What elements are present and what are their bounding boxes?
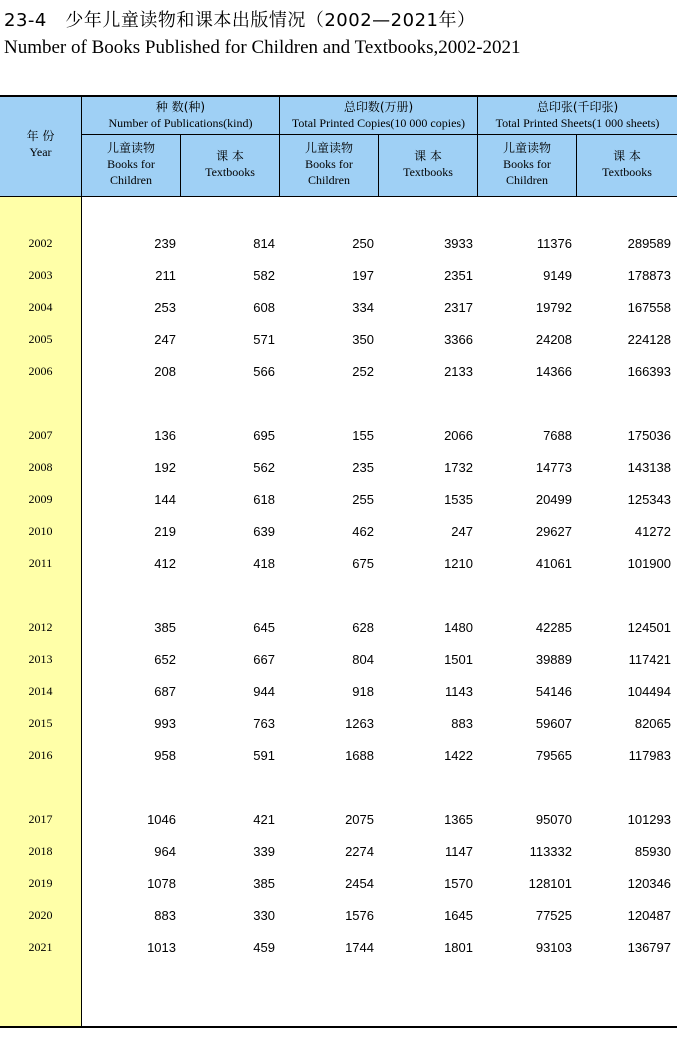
row-value: 1013 — [147, 940, 176, 955]
row-value: 763 — [253, 716, 275, 731]
table-title-cn: 23-4 少年儿童读物和课本出版情况（2002—2021年） — [4, 10, 476, 31]
row-value: 412 — [154, 556, 176, 571]
row-value: 1210 — [444, 556, 473, 571]
row-value: 3366 — [444, 332, 473, 347]
row-year: 2013 — [28, 652, 53, 666]
row-value: 582 — [253, 268, 275, 283]
row-value: 104494 — [627, 684, 671, 699]
row-value: 1147 — [445, 844, 473, 859]
row-value: 11376 — [536, 236, 572, 251]
row-value: 964 — [154, 844, 176, 859]
row-value: 77525 — [535, 908, 572, 923]
row-value: 330 — [253, 908, 275, 923]
group-header-printed-copies: 总印数(万册) Total Printed Copies(10 000 copies) — [291, 100, 466, 130]
row-value: 462 — [352, 524, 374, 539]
row-value: 253 — [154, 300, 176, 315]
row-value: 695 — [253, 428, 275, 443]
row-value: 2317 — [444, 300, 473, 315]
row-value: 125343 — [627, 492, 671, 507]
row-value: 54146 — [535, 684, 572, 699]
row-value: 608 — [253, 300, 275, 315]
row-value: 9149 — [543, 268, 572, 283]
row-value: 197 — [352, 268, 374, 283]
row-value: 128101 — [528, 876, 572, 891]
row-year: 2008 — [28, 460, 53, 474]
row-value: 289589 — [627, 236, 671, 251]
row-value: 117421 — [628, 652, 671, 667]
row-year: 2021 — [28, 940, 53, 954]
row-value: 41272 — [634, 524, 671, 539]
row-value: 883 — [451, 716, 473, 731]
row-value: 385 — [253, 876, 275, 891]
row-year: 2005 — [28, 332, 53, 346]
row-value: 7688 — [543, 428, 572, 443]
row-value: 211 — [155, 268, 176, 283]
row-year: 2011 — [28, 556, 53, 570]
row-value: 1535 — [444, 492, 473, 507]
row-value: 166393 — [627, 364, 671, 379]
row-value: 247 — [451, 524, 473, 539]
row-value: 675 — [352, 556, 374, 571]
row-year: 2014 — [28, 684, 53, 698]
row-value: 1078 — [147, 876, 176, 891]
row-value: 1688 — [345, 748, 374, 763]
row-value: 2133 — [444, 364, 473, 379]
row-value: 1422 — [444, 748, 473, 763]
row-year: 2016 — [28, 748, 53, 762]
subheader-textbooks-3: 课 本 Textbooks — [602, 149, 652, 179]
row-year: 2009 — [28, 492, 53, 506]
subheader-textbooks-1: 课 本 Textbooks — [205, 149, 255, 179]
row-year: 2007 — [28, 428, 53, 442]
row-year: 2004 — [28, 300, 53, 314]
row-value: 1732 — [444, 460, 473, 475]
row-value: 645 — [253, 620, 275, 635]
table-title-en: Number of Books Published for Children and Textbooks,2002-2021 — [4, 37, 521, 58]
row-value: 1501 — [444, 652, 473, 667]
row-value: 143138 — [627, 460, 671, 475]
table-top-rule — [0, 95, 677, 97]
row-value: 235 — [352, 460, 374, 475]
row-value: 2351 — [444, 268, 473, 283]
row-value: 591 — [253, 748, 275, 763]
row-value: 85930 — [634, 844, 671, 859]
row-value: 39889 — [535, 652, 572, 667]
row-value: 101900 — [627, 556, 671, 571]
row-value: 1365 — [444, 812, 473, 827]
year-column-bg — [0, 196, 81, 1026]
row-value: 59607 — [535, 716, 572, 731]
header-group-divider — [81, 134, 677, 135]
row-value: 639 — [253, 524, 275, 539]
header-bottom-divider — [0, 196, 677, 197]
row-value: 14773 — [535, 460, 572, 475]
row-year: 2019 — [28, 876, 53, 890]
row-value: 958 — [154, 748, 176, 763]
row-value: 944 — [253, 684, 275, 699]
row-value: 2066 — [444, 428, 473, 443]
row-value: 247 — [154, 332, 176, 347]
row-value: 113332 — [529, 844, 572, 859]
row-value: 101293 — [627, 812, 671, 827]
row-year: 2012 — [28, 620, 53, 634]
row-value: 1801 — [444, 940, 473, 955]
row-value: 1046 — [147, 812, 176, 827]
subheader-children-1: 儿童读物 Books for Children — [106, 141, 155, 187]
row-value: 178873 — [627, 268, 671, 283]
row-value: 167558 — [627, 300, 671, 315]
row-value: 192 — [154, 460, 176, 475]
row-value: 350 — [352, 332, 374, 347]
row-year: 2020 — [28, 908, 53, 922]
row-value: 2454 — [345, 876, 374, 891]
row-value: 79565 — [535, 748, 572, 763]
row-value: 1480 — [444, 620, 473, 635]
row-value: 421 — [253, 812, 275, 827]
row-value: 687 — [154, 684, 176, 699]
row-value: 918 — [352, 684, 374, 699]
subheader-textbooks-2: 课 本 Textbooks — [403, 149, 453, 179]
row-value: 95070 — [535, 812, 572, 827]
row-value: 1143 — [445, 684, 473, 699]
row-value: 385 — [154, 620, 176, 635]
row-value: 42285 — [535, 620, 572, 635]
subheader-children-3: 儿童读物 Books for Children — [502, 141, 551, 187]
group-header-printed-sheets: 总印张(千印张) Total Printed Sheets(1 000 sheets) — [495, 100, 660, 130]
row-value: 144 — [154, 492, 176, 507]
row-value: 155 — [352, 428, 374, 443]
row-value: 618 — [253, 492, 275, 507]
table-bottom-rule — [0, 1026, 677, 1028]
row-value: 29627 — [535, 524, 572, 539]
row-value: 124501 — [627, 620, 671, 635]
row-value: 628 — [352, 620, 374, 635]
row-value: 1263 — [345, 716, 374, 731]
row-value: 20499 — [535, 492, 572, 507]
row-value: 571 — [253, 332, 275, 347]
row-value: 250 — [352, 236, 374, 251]
row-value: 1570 — [444, 876, 473, 891]
row-value: 136 — [154, 428, 176, 443]
row-year: 2002 — [28, 236, 53, 250]
row-value: 993 — [154, 716, 176, 731]
row-year: 2003 — [28, 268, 53, 282]
row-value: 120346 — [627, 876, 671, 891]
row-value: 208 — [154, 364, 176, 379]
row-value: 804 — [352, 652, 374, 667]
row-year: 2015 — [28, 716, 53, 730]
row-value: 93103 — [535, 940, 572, 955]
row-value: 339 — [253, 844, 275, 859]
row-value: 334 — [352, 300, 374, 315]
row-value: 814 — [253, 236, 275, 251]
row-value: 219 — [154, 524, 176, 539]
row-value: 41061 — [535, 556, 572, 571]
row-value: 566 — [253, 364, 275, 379]
row-year: 2017 — [28, 812, 53, 826]
group-header-publications: 种 数(种) Number of Publications(kind) — [108, 100, 253, 130]
year-header: 年 份 Year — [26, 129, 55, 159]
row-value: 175036 — [627, 428, 671, 443]
row-value: 136797 — [627, 940, 671, 955]
row-value: 239 — [154, 236, 176, 251]
row-year: 2010 — [28, 524, 53, 538]
row-value: 19792 — [535, 300, 572, 315]
subheader-children-2: 儿童读物 Books for Children — [304, 141, 353, 187]
row-value: 1576 — [345, 908, 374, 923]
row-value: 117983 — [628, 748, 671, 763]
row-value: 2274 — [345, 844, 374, 859]
row-value: 418 — [253, 556, 275, 571]
row-value: 224128 — [627, 332, 671, 347]
row-value: 255 — [352, 492, 374, 507]
row-value: 667 — [253, 652, 275, 667]
row-value: 1645 — [444, 908, 473, 923]
row-value: 24208 — [535, 332, 572, 347]
row-value: 252 — [352, 364, 374, 379]
row-value: 120487 — [627, 908, 671, 923]
row-value: 562 — [253, 460, 275, 475]
row-value: 459 — [253, 940, 275, 955]
row-value: 883 — [154, 908, 176, 923]
data-table — [0, 95, 677, 1029]
row-value: 3933 — [444, 236, 473, 251]
row-value: 82065 — [634, 716, 671, 731]
row-value: 1744 — [345, 940, 374, 955]
year-column-divider — [81, 97, 82, 1026]
row-year: 2018 — [28, 844, 53, 858]
row-value: 14366 — [535, 364, 572, 379]
row-year: 2006 — [28, 364, 53, 378]
row-value: 2075 — [345, 812, 374, 827]
row-value: 652 — [154, 652, 176, 667]
